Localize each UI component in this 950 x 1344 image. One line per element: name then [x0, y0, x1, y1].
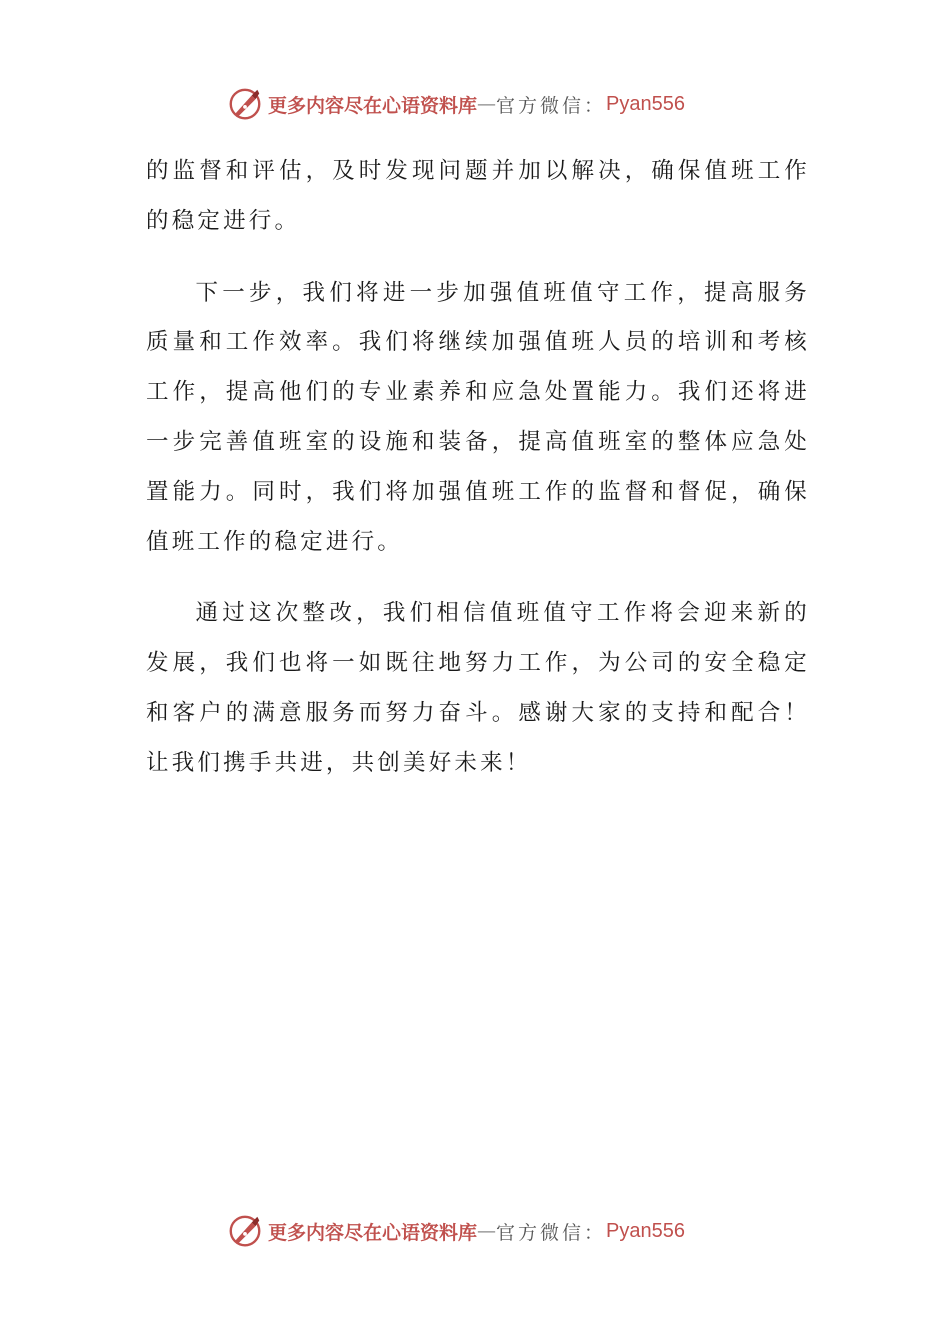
paragraph-3: 通过这次整改，我们相信值班值守工作将会迎来新的发展，我们也将一如既往地努力工作，为公司的安全稳定和客户的满意服务而努力奋斗。感谢大家的支持和配合！让我们携手共进，共创美好未来！ [146, 600, 810, 776]
banner-wechat-id: Pyan556 [606, 1219, 685, 1242]
banner-sub-text: 官方微信： [496, 94, 607, 117]
pen-nib-logo-icon [226, 85, 264, 123]
pen-nib-logo-icon [226, 1212, 264, 1250]
banner-sub-text: 官方微信： [496, 1221, 607, 1244]
footer-banner [226, 1211, 685, 1251]
banner-wechat-id: Pyan556 [606, 92, 685, 115]
banner-main-text: 更多内容尽在心语资料库 [268, 1221, 478, 1244]
banner-dash: — [477, 93, 497, 115]
paragraph-2: 下一步，我们将进一步加强值班值守工作，提高服务质量和工作效率。我们将继续加强值班人员的培训和考核工作，提高他们的专业素养和应急处置能力。我们还将进一步完善值班室的设施和装备，提高值班室的整体应急处置能力。同时，我们将加强值班工作的监督和督促，确保值班工作的稳定进行。 [146, 279, 810, 555]
document-body [146, 147, 810, 811]
header-banner [226, 84, 685, 124]
banner-dash: — [477, 1220, 497, 1242]
banner-main-text: 更多内容尽在心语资料库 [268, 94, 478, 117]
paragraph-1: 的监督和评估，及时发现问题并加以解决，确保值班工作的稳定进行。 [146, 158, 810, 234]
